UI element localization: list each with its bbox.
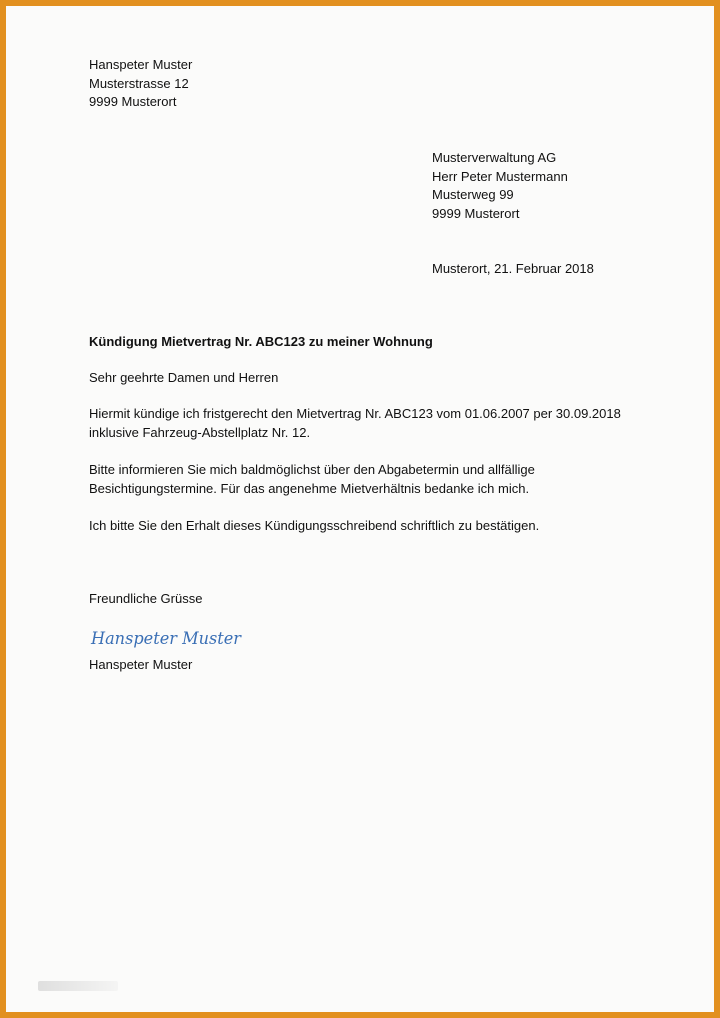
recipient-street: Musterweg 99 <box>432 187 514 202</box>
paragraph-confirmation <box>89 517 539 536</box>
letter-page <box>12 12 720 1018</box>
signature-text: Hanspeter Muster <box>90 629 243 648</box>
paragraph-line: Bitte informieren Sie mich baldmöglichst über den Abgabetermin und allfällige <box>89 462 535 477</box>
recipient-person: Herr Peter Mustermann <box>432 168 568 184</box>
date-line <box>432 260 594 279</box>
sender-city: 9999 Musterort <box>89 94 177 109</box>
signer-name <box>89 656 192 675</box>
subject-text: Kündigung Mietvertrag Nr. ABC123 zu meiner Wohnung <box>89 334 433 349</box>
paragraph-line: Hiermit kündige ich fristgerecht den Mietvertrag Nr. ABC123 vom 01.06.2007 per 30.09.2018 <box>89 406 621 421</box>
salutation <box>89 369 278 388</box>
signer-name-text: Hanspeter Muster <box>89 657 193 672</box>
salutation-text: Sehr geehrte Damen und Herren <box>89 370 279 385</box>
recipient-address <box>432 149 568 223</box>
date-text: Musterort, 21. Februar 2018 <box>432 261 594 276</box>
closing-text: Freundliche Grüsse <box>89 591 203 606</box>
sender-street: Musterstrasse 12 <box>89 75 189 91</box>
paragraph-termination <box>89 405 621 442</box>
paragraph-line: Besichtigungstermine. Für das angenehme Mietverhältnis bedanke ich mich. <box>89 480 530 496</box>
recipient-company: Musterverwaltung AG <box>432 150 557 165</box>
paragraph-line: inklusive Fahrzeug-Abstellplatz Nr. 12. <box>89 424 311 440</box>
signature-drawing <box>90 626 260 652</box>
paragraph-line: Ich bitte Sie den Erhalt dieses Kündigungsschreibend schriftlich zu bestätigen. <box>89 518 540 533</box>
handwritten-signature <box>90 626 260 652</box>
faint-watermark <box>38 981 118 991</box>
closing-line <box>89 590 202 609</box>
recipient-city: 9999 Musterort <box>432 205 520 221</box>
sender-name: Hanspeter Muster <box>89 57 193 72</box>
paragraph-handover <box>89 461 535 498</box>
sender-address <box>89 56 192 112</box>
subject-line <box>89 333 433 352</box>
